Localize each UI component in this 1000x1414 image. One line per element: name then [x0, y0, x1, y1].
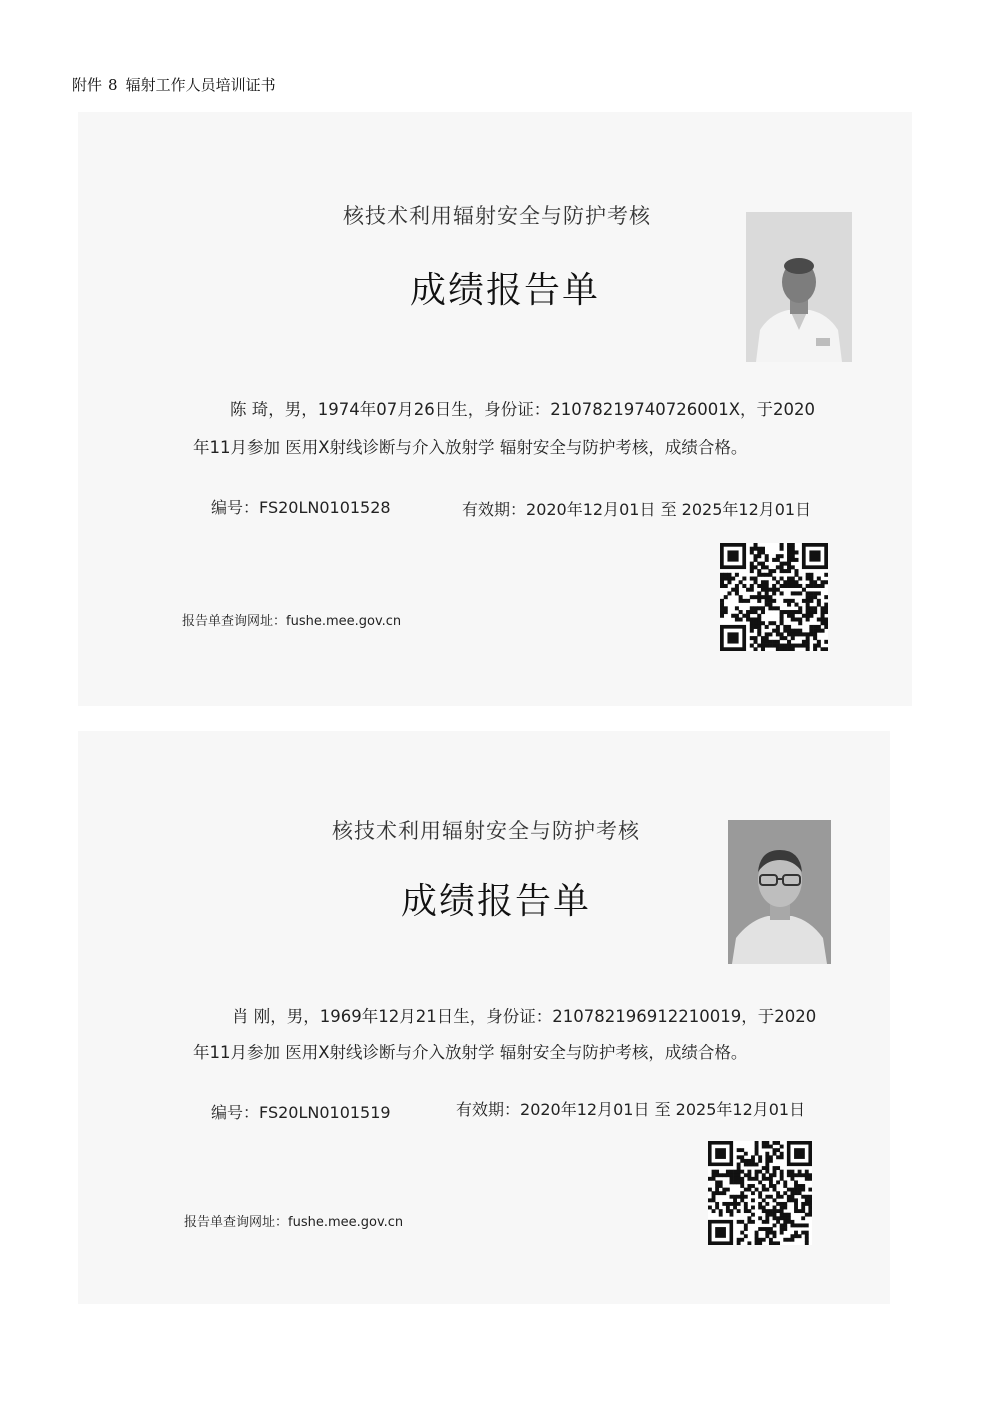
query-label: 报告单查询网址： — [182, 614, 287, 629]
valid-label: 有效期： — [456, 1100, 521, 1119]
certificate-card — [78, 112, 912, 706]
candidate-gender: 男 — [286, 1007, 304, 1026]
serial-number — [211, 1100, 391, 1123]
portrait-photo-icon — [728, 820, 831, 964]
exam-month: 11 — [209, 438, 231, 457]
birth-day: 26 — [413, 400, 435, 419]
exam-year: 2020 — [773, 400, 816, 419]
query-url[interactable]: fushe.mee.gov.cn — [286, 614, 402, 629]
birth-day: 21 — [415, 1007, 437, 1026]
qr-code-icon — [720, 543, 828, 655]
certificate-card — [78, 731, 890, 1304]
birth-month: 12 — [378, 1007, 400, 1026]
valid-from: 2020年12月01日 — [520, 1100, 650, 1119]
exam-month-year-label: 年 — [193, 1043, 210, 1062]
attachment-label: 附件 — [72, 76, 103, 94]
id-label: 身份证： — [484, 400, 551, 419]
query-url-line — [182, 610, 401, 629]
birth-year: 1969 — [319, 1007, 362, 1026]
query-label: 报告单查询网址： — [184, 1215, 289, 1230]
serial-number — [211, 495, 391, 518]
report-title: 成绩报告单 — [410, 270, 601, 311]
candidate-name: 陈 琦 — [230, 400, 269, 419]
serial-value: FS20LN0101528 — [259, 498, 391, 517]
query-url-line — [184, 1211, 403, 1230]
birth-year: 1974 — [317, 400, 360, 419]
candidate-gender: 男 — [284, 400, 302, 419]
valid-sep: 至 — [654, 1100, 671, 1119]
validity-period — [456, 1097, 805, 1120]
course-name: 医用X射线诊断与介入放射学 — [285, 1043, 495, 1062]
candidate-line-2: 年11月参加 医用X射线诊断与介入放射学 辐射安全与防护考核，成绩合格。 — [193, 1043, 748, 1062]
birth-month: 07 — [376, 400, 398, 419]
attachment-title: 辐射工作人员培训证书 — [125, 76, 276, 94]
valid-from: 2020年12月01日 — [526, 500, 656, 519]
report-title: 成绩报告单 — [401, 881, 592, 922]
exam-year: 2020 — [774, 1007, 817, 1026]
valid-to: 2025年12月01日 — [675, 1100, 806, 1119]
id-number: 210782196912210019 — [552, 1007, 742, 1026]
valid-sep: 至 — [660, 500, 677, 519]
page-header — [72, 74, 276, 95]
exam-title: 核技术利用辐射安全与防护考核 — [332, 819, 640, 843]
candidate-line-2: 年11月参加 医用X射线诊断与介入放射学 辐射安全与防护考核，成绩合格。 — [193, 438, 748, 457]
candidate-line-1: 肖 刚，男，1969年12月21日生，身份证：210782196912210019，于2020 — [232, 1007, 817, 1026]
result-text: 辐射安全与防护考核，成绩合格。 — [499, 1043, 748, 1062]
valid-label: 有效期： — [462, 500, 527, 519]
id-number: 21078219740726001X — [550, 400, 741, 419]
valid-to: 2025年12月01日 — [681, 500, 812, 519]
result-text: 辐射安全与防护考核，成绩合格。 — [499, 438, 748, 457]
portrait-photo-icon — [746, 212, 852, 362]
serial-value: FS20LN0101519 — [259, 1103, 391, 1122]
attachment-number: 8 — [108, 76, 118, 94]
course-name: 医用X射线诊断与介入放射学 — [285, 438, 495, 457]
query-url[interactable]: fushe.mee.gov.cn — [288, 1215, 404, 1230]
candidate-line-1: 陈 琦，男，1974年07月26日生，身份证：21078219740726001X，于2020 — [230, 400, 816, 419]
exam-month-year-label: 年 — [193, 438, 210, 457]
qr-code-icon — [708, 1141, 812, 1249]
validity-period — [462, 497, 811, 520]
id-label: 身份证： — [486, 1007, 553, 1026]
serial-label: 编号： — [211, 498, 260, 517]
candidate-name: 肖 刚 — [232, 1007, 271, 1026]
exam-title: 核技术利用辐射安全与防护考核 — [343, 204, 651, 228]
exam-month: 11 — [209, 1043, 231, 1062]
serial-label: 编号： — [211, 1103, 260, 1122]
